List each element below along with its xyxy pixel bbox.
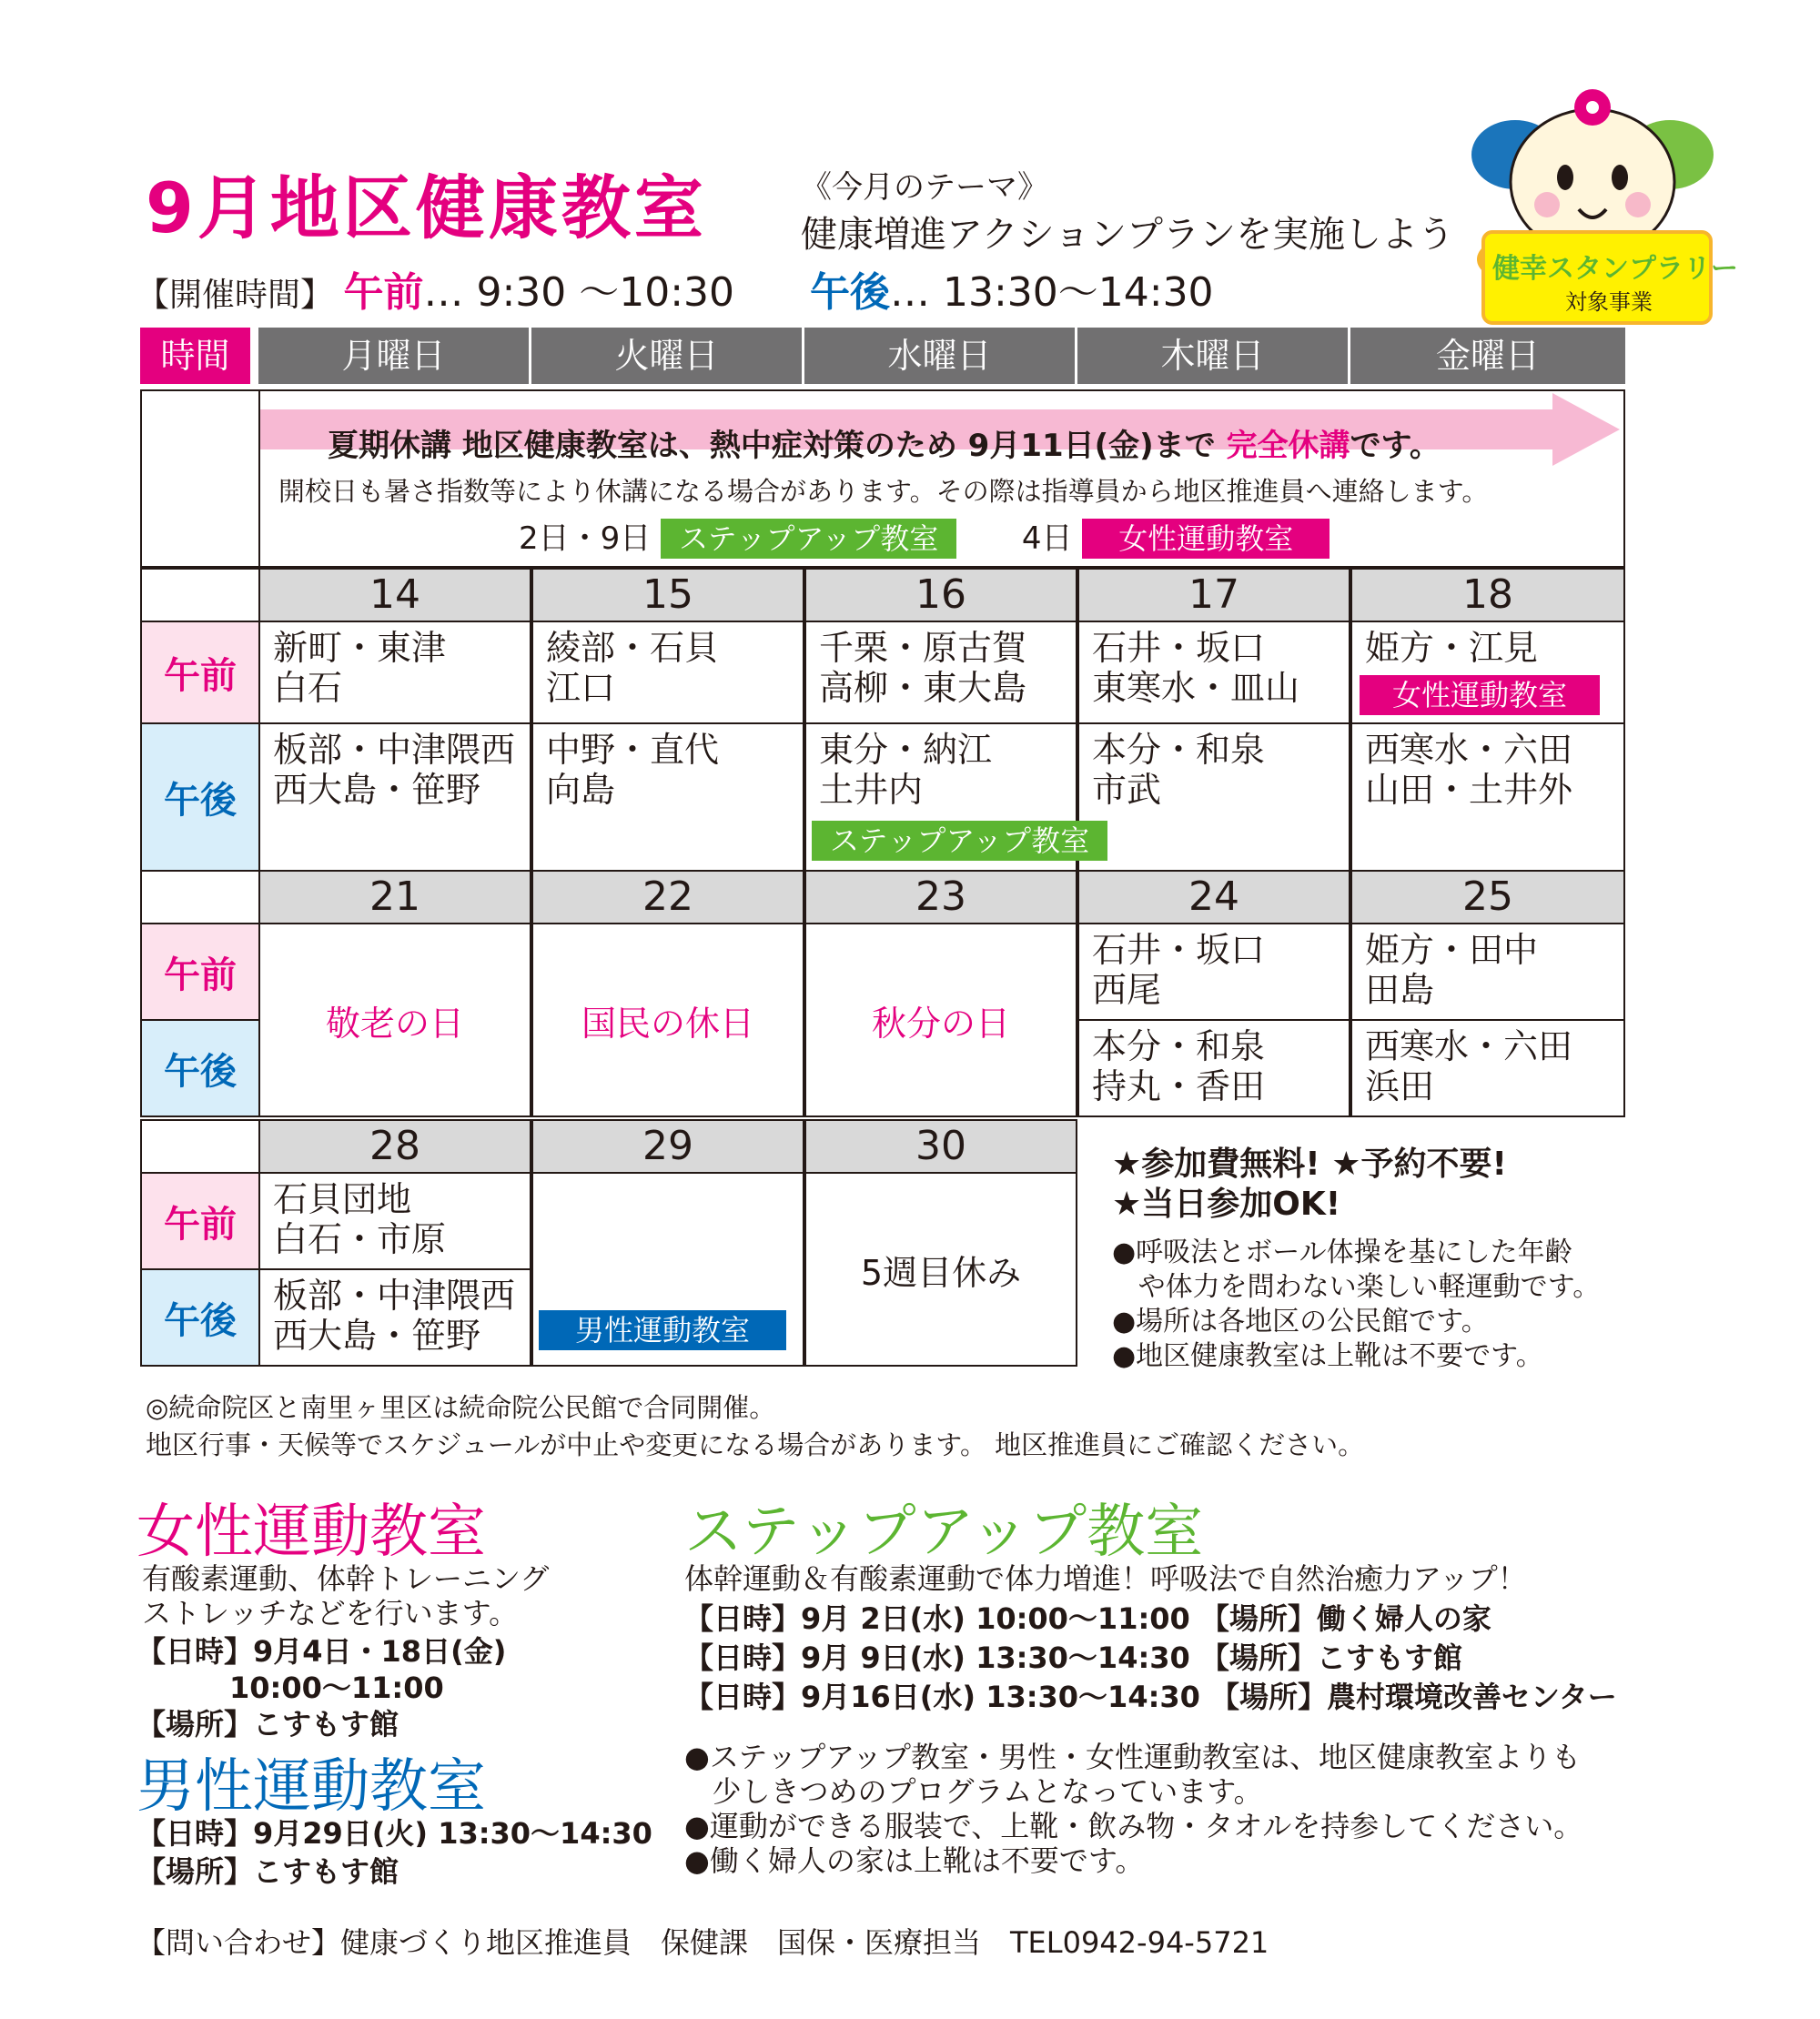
schedule-cell: 石貝団地 白石・市原 <box>258 1172 531 1270</box>
mascot-illustration <box>1465 82 1738 328</box>
fifth-week-cell: 5週目休み <box>804 1172 1077 1367</box>
stepup-session: 【日時】9月16日(水) 13:30～14:30 【場所】農村環境改善センター <box>684 1680 1617 1714</box>
men-class-tag: 男性運動教室 <box>539 1310 786 1350</box>
women-class-desc: 有酸素運動、体幹トレーニング <box>142 1561 550 1596</box>
am-label: 午前 <box>343 269 424 316</box>
date-cell: 25 <box>1350 870 1625 924</box>
page-title: 9月地区健康教室 <box>146 167 707 248</box>
date-cell: 23 <box>804 870 1077 924</box>
schedule-cell: 姫方・田中 田島 <box>1350 923 1625 1021</box>
theme-label: 《今月のテーマ》 <box>801 169 1048 206</box>
day-header: 木曜日 <box>1077 328 1350 384</box>
pm-label-cell: 午後 <box>140 1268 260 1367</box>
am-label-cell: 午前 <box>140 1172 260 1270</box>
men-class-title: 男性運動教室 <box>136 1753 486 1821</box>
schedule-cell: 新町・東津 白石 <box>258 621 531 724</box>
pm-time: … 13:30～14:30 <box>889 269 1214 316</box>
schedule-cell: 石井・坂口 西尾 <box>1077 923 1350 1021</box>
pm-label-cell: 午後 <box>140 722 260 872</box>
women-class-date: 【日時】9月4日・18日(金) <box>136 1634 507 1669</box>
date-cell: 28 <box>258 1119 531 1174</box>
women-class-tag: 女性運動教室 <box>1360 675 1600 715</box>
time-header: 時間 <box>140 328 253 384</box>
schedule-cell: 姫方・江見 <box>1350 621 1625 724</box>
schedule-cell: 綾部・石貝 江口 <box>531 621 804 724</box>
week-spacer <box>140 1119 260 1176</box>
perks-line: ★参加費無料! ★予約不要! <box>1112 1146 1507 1183</box>
am-label-cell: 午前 <box>140 621 260 724</box>
women-class-place: 【場所】こすもす館 <box>136 1707 399 1741</box>
stepup-notes: ●ステップアップ教室・男性・女性運動教室は、地区健康教室よりも 少しきつめのプログラムとなっています。 ●運動ができる服装で、上靴・飲み物・タオルを持参してください。 ●働く婦人の家は上靴は不要です。 <box>684 1740 1583 1878</box>
day-header: 金曜日 <box>1350 328 1625 384</box>
pm-label-cell: 午後 <box>140 1019 260 1117</box>
schedule-cell: 西寒水・六田 浜田 <box>1350 1019 1625 1117</box>
week-spacer <box>140 568 260 624</box>
women-class-title: 女性運動教室 <box>136 1499 486 1566</box>
date-cell: 22 <box>531 870 804 924</box>
holiday-cell: 敬老の日 <box>258 923 531 1117</box>
pm-label: 午後 <box>809 269 890 316</box>
stamp-rally-label: 健幸スタンプラリー <box>1492 253 1738 285</box>
schedule-cell: 石井・坂口 東寒水・皿山 <box>1077 621 1350 724</box>
stamp-target-label: 対象事業 <box>1565 289 1653 315</box>
theme-text: 健康増進アクションプランを実施しよう <box>801 214 1454 256</box>
schedule-cell: 板部・中津隈西 西大島・笹野 <box>258 722 531 872</box>
am-label-cell: 午前 <box>140 923 260 1021</box>
schedule-cell: 西寒水・六田 山田・土井外 <box>1350 722 1625 872</box>
stepup-session: 【日時】9月 2日(水) 10:00～11:00 【場所】働く婦人の家 <box>684 1601 1491 1636</box>
schedule-cell: 本分・和泉 持丸・香田 <box>1077 1019 1350 1117</box>
date-cell: 16 <box>804 568 1077 622</box>
date-cell: 14 <box>258 568 531 622</box>
women-tag: 女性運動教室 <box>1082 519 1330 559</box>
date-cell: 15 <box>531 568 804 622</box>
session-times <box>136 259 1214 318</box>
perks-line: ★当日参加OK! <box>1112 1186 1341 1223</box>
date-cell: 18 <box>1350 568 1625 622</box>
holiday-cell: 国民の休日 <box>531 923 804 1117</box>
closure-notice: 開校日も暑さ指数等により休講になる場合があります。その際は指導員から地区推進員へ連絡します。 <box>278 476 1489 507</box>
holiday-cell: 秋分の日 <box>804 923 1077 1117</box>
stepup-session: 【日時】9月 9日(水) 13:30～14:30 【場所】こすもす館 <box>684 1640 1462 1675</box>
notice-spacer <box>140 389 260 568</box>
men-class-place: 【場所】こすもす館 <box>136 1854 399 1889</box>
special-classes-notice: 2日・9日 ステップアップ教室 4日 女性運動教室 <box>519 513 1330 559</box>
time-label: 【開催時間】 <box>136 277 334 314</box>
date-cell: 21 <box>258 870 531 924</box>
stepup-tag: ステップアップ教室 <box>661 519 956 559</box>
class-notes: ●呼吸法とボール体操を基にした年齢 や体力を問わない楽しい軽運動です。 ●場所は各地区の公民館です。 ●地区健康教室は上靴は不要です。 <box>1112 1237 1601 1372</box>
schedule-cell: 板部・中津隈西 西大島・笹野 <box>258 1268 531 1367</box>
contact-info: 【問い合わせ】健康づくり地区推進員 保健課 国保・医療担当 TEL0942-94-5721 <box>136 1925 1269 1960</box>
schedule-cell: 千栗・原古賀 高柳・東大島 <box>804 621 1077 724</box>
schedule-cell: 本分・和泉 市武 <box>1077 722 1350 872</box>
date-cell: 24 <box>1077 870 1350 924</box>
date-cell: 17 <box>1077 568 1350 622</box>
date-cell: 29 <box>531 1119 804 1174</box>
schedule-cell: 東分・納江 土井内 <box>804 722 1077 872</box>
stepup-class-tag: ステップアップ教室 <box>812 821 1107 861</box>
women-class-desc: ストレッチなどを行います。 <box>142 1596 519 1630</box>
footnote: 地区行事・天候等でスケジュールが中止や変更になる場合があります。 地区推進員にご確認ください。 <box>146 1429 1365 1460</box>
women-class-time: 10:00～11:00 <box>229 1671 444 1705</box>
perks-list <box>1112 1145 1507 1225</box>
am-time: … 9:30 ～10:30 <box>423 269 735 316</box>
date-cell: 30 <box>804 1119 1077 1174</box>
men-class-date: 【日時】9月29日(火) 13:30～14:30 <box>136 1816 652 1851</box>
schedule-cell: 中野・直代 向島 <box>531 722 804 872</box>
stepup-class-desc: 体幹運動＆有酸素運動で体力増進！呼吸法で自然治癒力アップ！ <box>684 1561 1527 1596</box>
day-header: 月曜日 <box>258 328 531 384</box>
day-header: 水曜日 <box>804 328 1077 384</box>
day-header: 火曜日 <box>531 328 804 384</box>
stepup-class-title: ステップアップ教室 <box>684 1499 1204 1566</box>
footnote: ◎続命院区と南里ヶ里区は続命院公民館で合同開催。 <box>146 1392 776 1423</box>
summer-break-notice: 夏期休講 地区健康教室は、熱中症対策のため 9月11日(金)まで 完全休講です。 <box>328 428 1441 464</box>
week-spacer <box>140 870 260 926</box>
